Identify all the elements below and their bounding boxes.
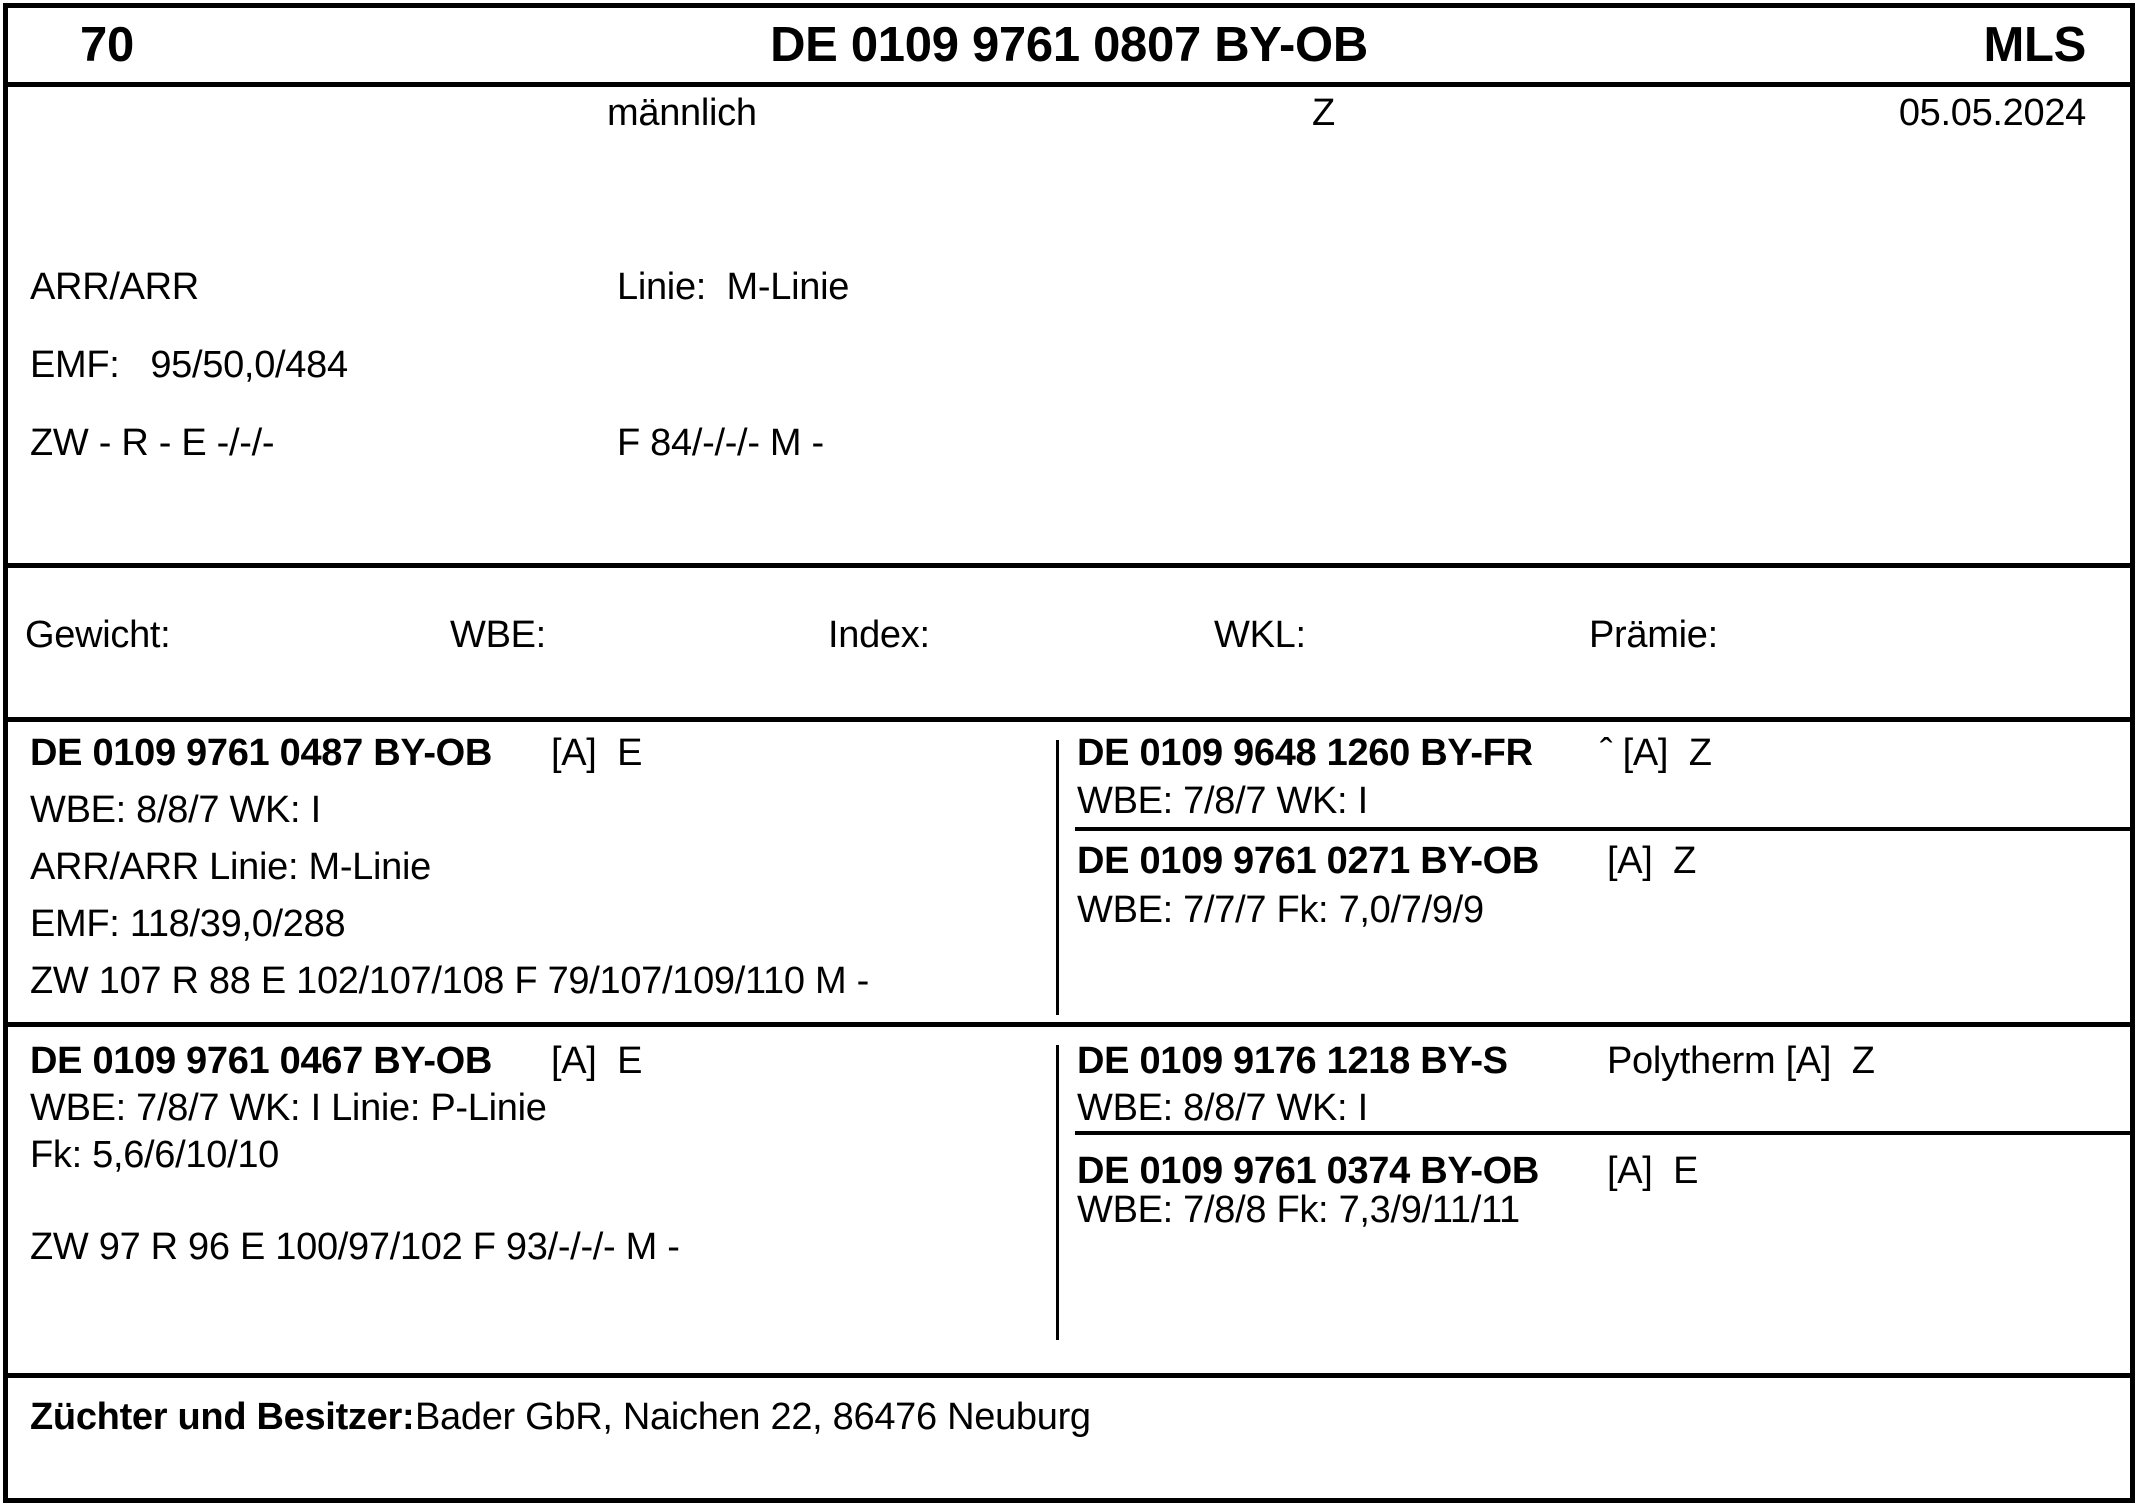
- genotype-value: ARR/ARR: [30, 266, 199, 308]
- breeder-owner-label: Züchter und Besitzer:: [30, 1396, 415, 1438]
- sire-sire-wbe-line: WBE: 7/8/7 WK: I: [1077, 780, 1368, 822]
- pedigree-cell-dam-parents: [1059, 1027, 2130, 1373]
- dam-fk-line: Fk: 5,6/6/10/10: [30, 1134, 279, 1176]
- sire-sire-id: DE 0109 9648 1260 BY-FR: [1077, 732, 1533, 774]
- gewicht-label: Gewicht:: [25, 614, 171, 656]
- sire-dam-annotation: [A] Z: [1607, 840, 1696, 882]
- birth-date: 05.05.2024: [1898, 92, 2086, 134]
- dam-sire-id: DE 0109 9176 1218 BY-S: [1077, 1040, 1508, 1082]
- zw-value: ZW - R - E -/-/-: [30, 422, 275, 464]
- dam-annotation: [A] E: [551, 1040, 643, 1082]
- measures-divider: [8, 717, 2130, 722]
- sire-dam-id: DE 0109 9761 0271 BY-OB: [1077, 840, 1540, 882]
- org-code: MLS: [1983, 18, 2086, 72]
- dam-sire-wbe-line: WBE: 8/8/7 WK: I: [1077, 1087, 1368, 1129]
- index-label: Index:: [828, 614, 930, 656]
- dam-dam-wbe-line: WBE: 7/8/8 Fk: 7,3/9/11/11: [1077, 1189, 1520, 1231]
- info-divider: [8, 563, 2130, 568]
- sire-zw-line: ZW 107 R 88 E 102/107/108 F 79/107/109/110 M -: [30, 960, 869, 1002]
- pedigree-cell-dam: [8, 1027, 1056, 1373]
- sire-dam-wbe-line: WBE: 7/7/7 Fk: 7,0/7/9/9: [1077, 889, 1484, 931]
- dam-sire-annotation: Polytherm [A] Z: [1607, 1040, 1875, 1082]
- wbe-label: WBE:: [450, 614, 546, 656]
- praemie-label: Prämie:: [1589, 614, 1718, 656]
- breeder-owner-value: Bader GbR, Naichen 22, 86476 Neuburg: [415, 1396, 1091, 1438]
- dam-id: DE 0109 9761 0467 BY-OB: [30, 1040, 493, 1082]
- pedigree-cell-sire: [8, 727, 1056, 1022]
- dam-dam-annotation: [A] E: [1607, 1150, 1699, 1192]
- dam-zw-line: ZW 97 R 96 E 100/97/102 F 93/-/-/- M -: [30, 1226, 680, 1268]
- pedigree-cell-sire-parents: [1059, 727, 2130, 1022]
- header-divider: [8, 82, 2130, 87]
- flag-value: Z: [1312, 92, 1335, 134]
- linie-value: Linie: M-Linie: [617, 266, 850, 308]
- footer-divider: [8, 1373, 2130, 1378]
- dam-dam-id: DE 0109 9761 0374 BY-OB: [1077, 1150, 1540, 1192]
- sire-wbe-line: WBE: 8/8/7 WK: I: [30, 789, 321, 831]
- sex-value: männlich: [607, 92, 757, 134]
- wkl-label: WKL:: [1214, 614, 1306, 656]
- f-value: F 84/-/-/- M -: [617, 422, 824, 464]
- page-title-animal-id: DE 0109 9761 0807 BY-OB: [770, 18, 1368, 72]
- sire-emf-line: EMF: 118/39,0/288: [30, 903, 346, 945]
- sire-sire-annotation: ˆ [A] Z: [1600, 732, 1712, 774]
- catalog-number: 70: [80, 18, 134, 72]
- sire-genotype-line: ARR/ARR Linie: M-Linie: [30, 846, 431, 888]
- emf-value: EMF: 95/50,0/484: [30, 344, 348, 386]
- dam-wbe-line: WBE: 7/8/7 WK: I Linie: P-Linie: [30, 1087, 547, 1129]
- sire-annotation: [A] E: [551, 732, 643, 774]
- sire-id: DE 0109 9761 0487 BY-OB: [30, 732, 493, 774]
